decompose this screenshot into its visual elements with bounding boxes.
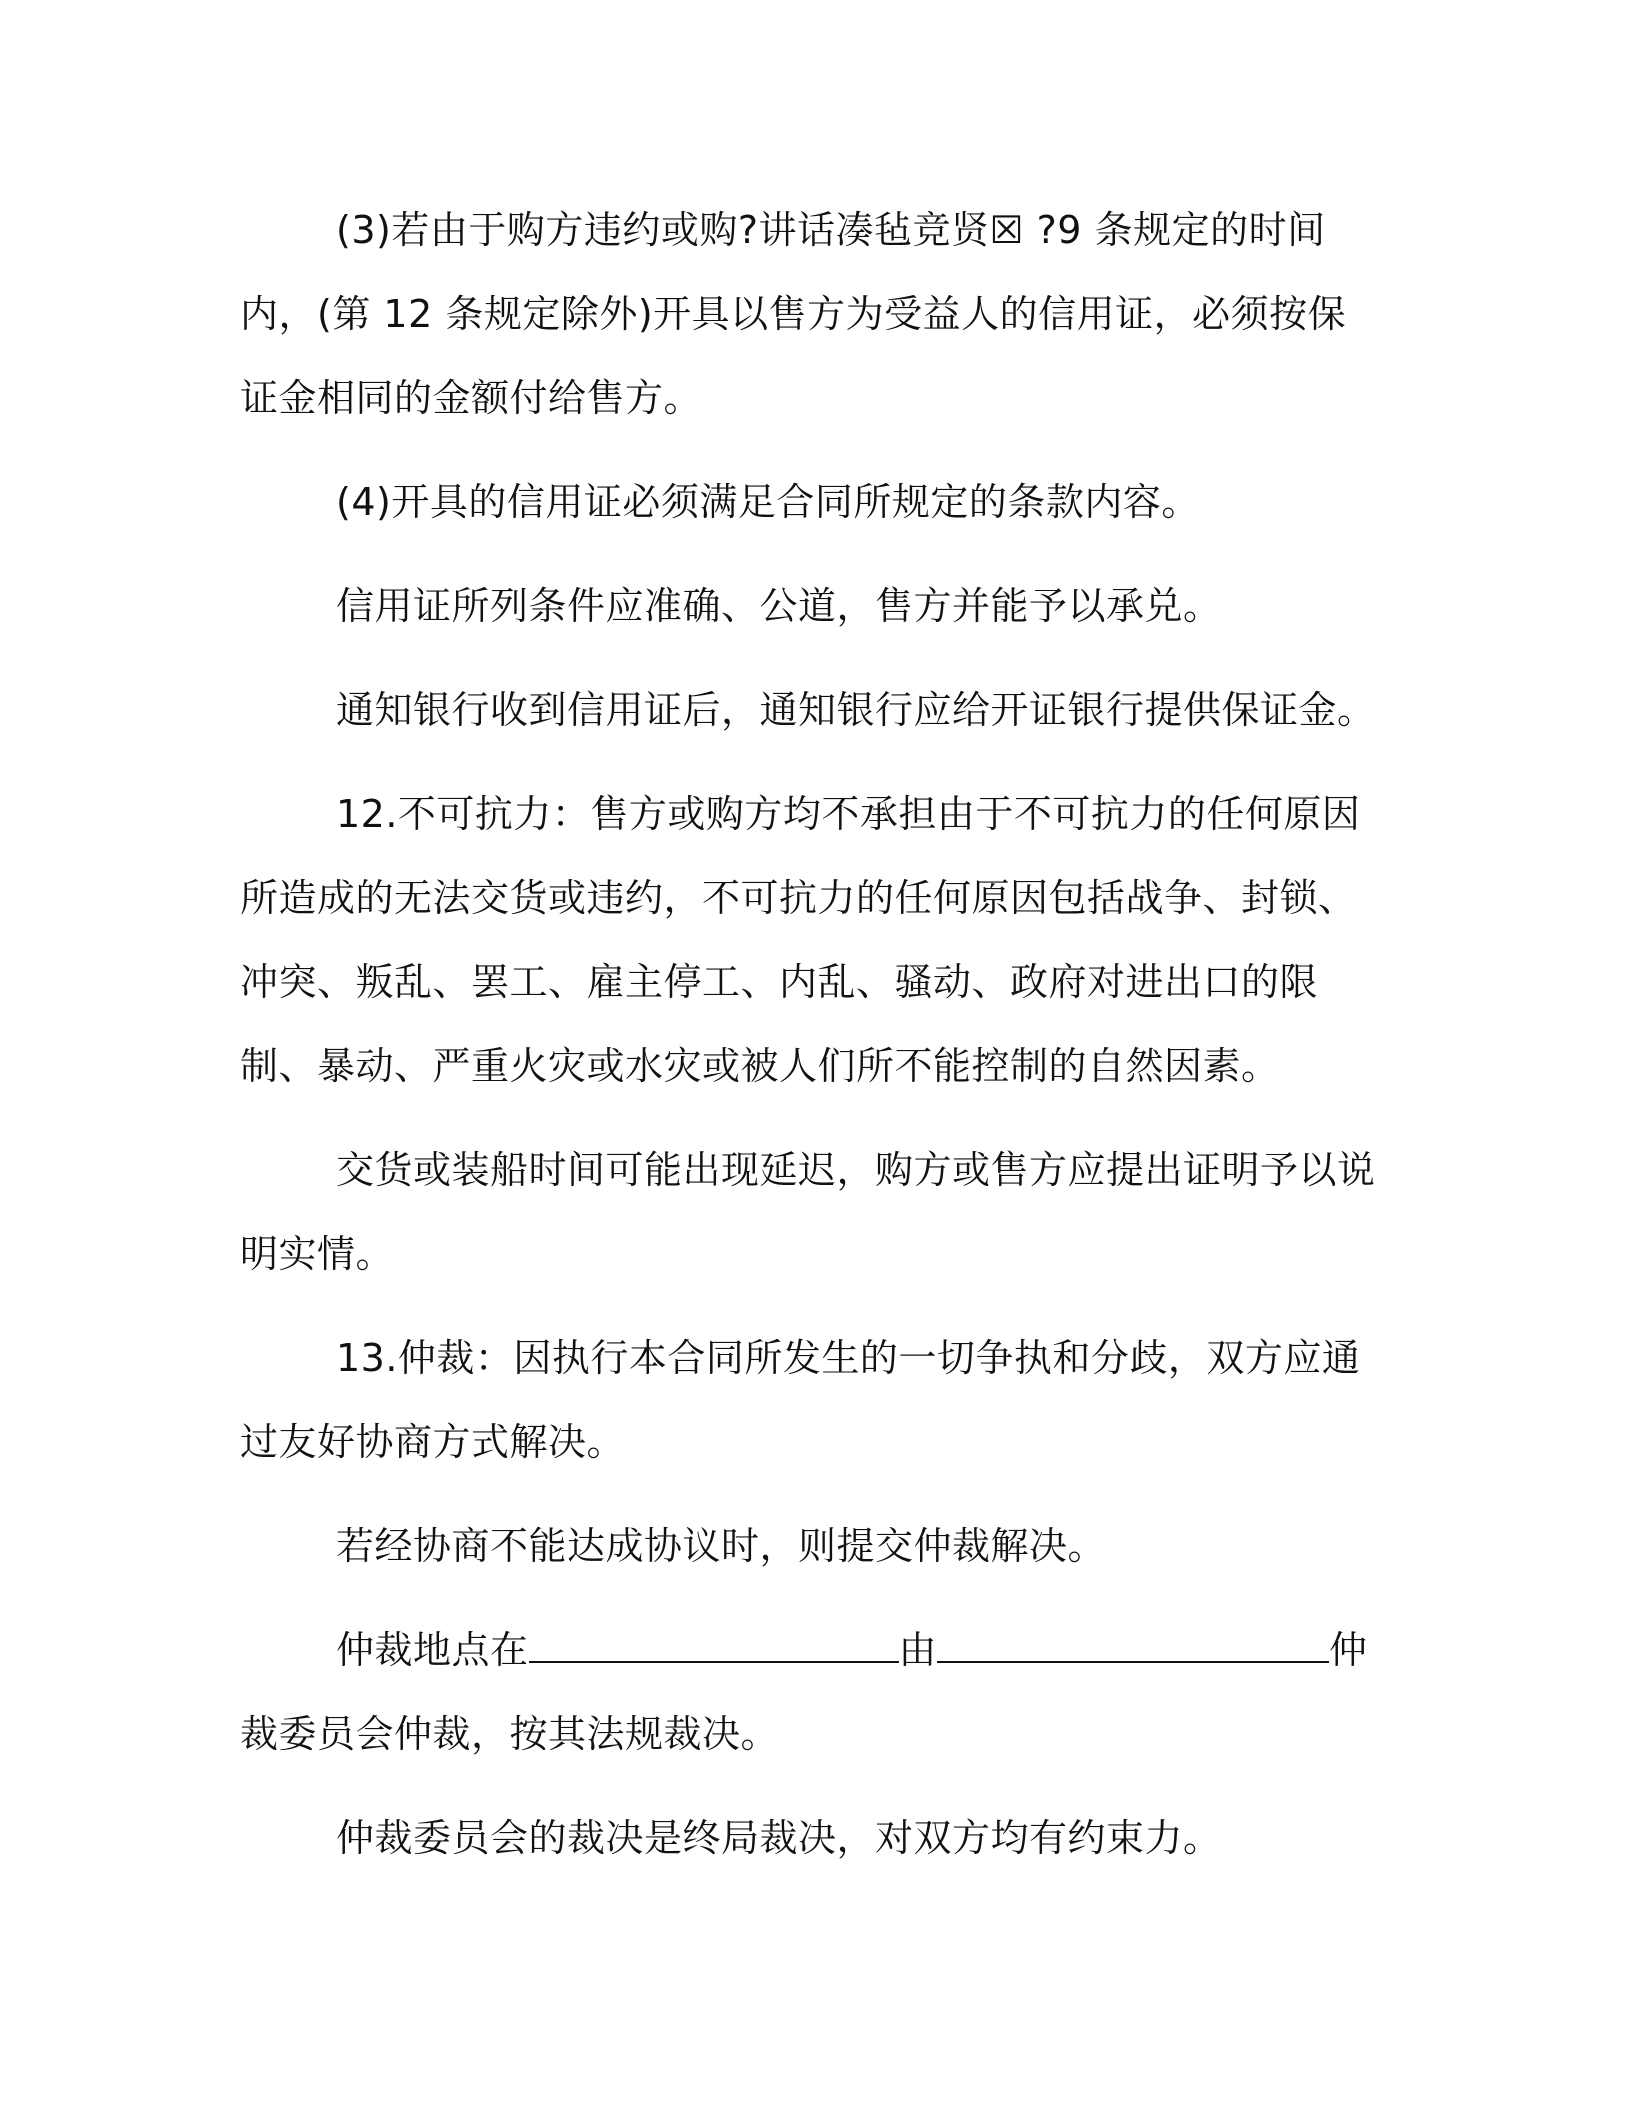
paragraph-force-majeure: 12.不可抗力：售方或购方均不承担由于不可抗力的任何原因所造成的无法交货或违约，不可抗力的任何原因包括战争、封锁、冲突、叛乱、罢工、雇主停工、内乱、骚动、政府对进出口的限制、暴动、严重火灾或水灾或被人们所不能控制的自然因素。 — [240, 792, 1361, 1088]
paragraph-final-ruling: 仲裁委员会的裁决是终局裁决，对双方均有约束力。 — [336, 1816, 1222, 1860]
arbitration-place-blank[interactable] — [529, 1627, 899, 1663]
document-page — [240, 188, 1380, 1900]
paragraph-lc-notice: 通知银行收到信用证后，通知银行应给开证银行提供保证金。 — [336, 688, 1376, 732]
paragraph-arbitration-submit: 若经协商不能达成协议时，则提交仲裁解决。 — [336, 1524, 1107, 1568]
paragraph-delay: 交货或装船时间可能出现延迟，购方或售方应提出证明予以说明实情。 — [240, 1148, 1376, 1276]
arbitration-suffix: 仲裁委员会仲裁，按其法规裁决。 — [240, 1628, 1368, 1756]
paragraph-arbitration-venue — [240, 1608, 1380, 1776]
arbitration-org-blank[interactable] — [937, 1627, 1329, 1663]
paragraph-lc-terms: (4)开具的信用证必须满足合同所规定的条款内容。 — [336, 480, 1200, 524]
paragraph-lc-payment-default: (3)若由于购方违约或购?讲话凑毡竞贤☒ ?9 条规定的时间内，(第 12 条规定除外)开具以售方为受益人的信用证，必须按保证金相同的金额付给售方。 — [240, 208, 1347, 420]
paragraph-lc-conditions: 信用证所列条件应准确、公道，售方并能予以承兑。 — [336, 584, 1222, 628]
arbitration-prefix: 仲裁地点在 — [336, 1628, 529, 1672]
arbitration-middle: 由 — [898, 1628, 938, 1672]
paragraph-arbitration: 13.仲裁：因执行本合同所发生的一切争执和分歧，双方应通过友好协商方式解决。 — [240, 1336, 1361, 1464]
